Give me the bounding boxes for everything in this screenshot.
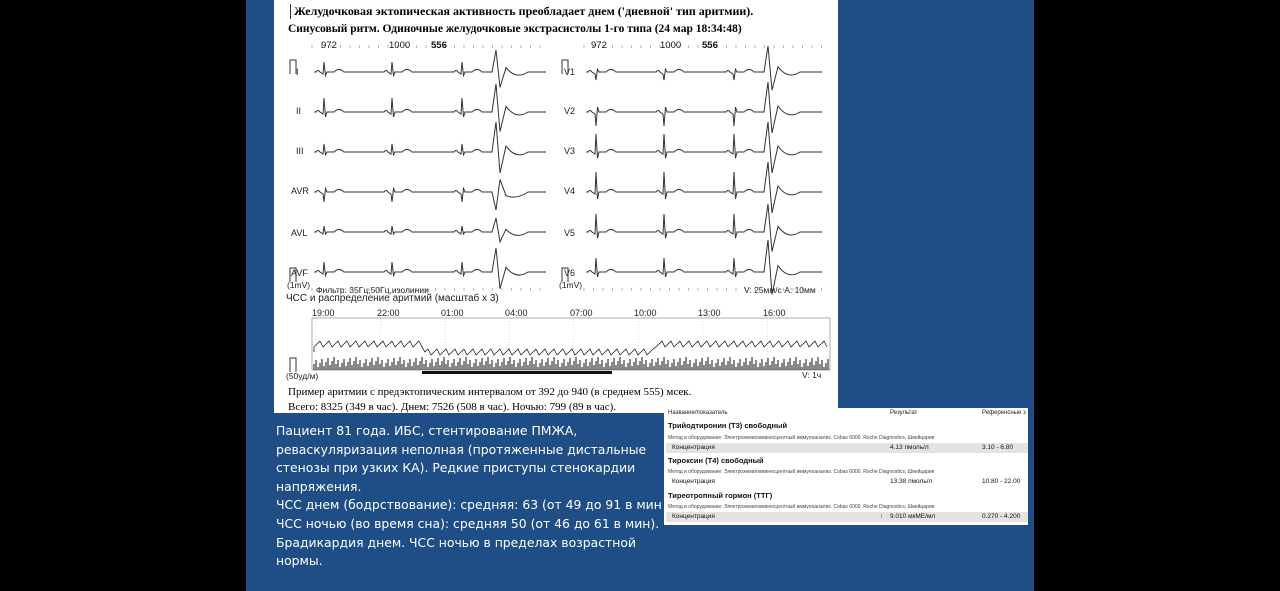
ecg-lead-trace [586, 122, 822, 173]
lab-value: 9.010 мкМЕ/мл [890, 513, 936, 520]
ecg-lead-trace [586, 82, 822, 133]
rr-interval-label: 1000 [389, 40, 411, 51]
lead-label: AVR [291, 186, 309, 196]
trend-time-label: 22:00 [377, 308, 400, 318]
lab-header-result: Результат [890, 410, 918, 416]
patient-line: ЧСС днем (бодрствование): средняя: 63 (от 49 до 91 в мин [276, 497, 662, 513]
ecg-lead-trace [586, 162, 822, 213]
calibration-pulse [290, 358, 296, 372]
patient-line: стенозы при узких КА). Редкие приступы стенокардии [276, 460, 636, 476]
ecg-lead-trace [314, 179, 546, 210]
heart-rate-trend [314, 341, 827, 355]
lab-test-title: Тиреотропный гормон (ТТГ) [668, 491, 773, 500]
lab-result-row [666, 477, 1028, 487]
arrhythmia-totals-text: Всего: 8325 (349 в час). Днем: 7526 (508 в час). Ночью: 799 (89 в час). [288, 401, 617, 413]
patient-line: реваскуляризация неполная (протяженные дистальные [276, 441, 647, 457]
lab-header-reference: Референсные з [982, 410, 1026, 416]
lab-value: 13.38 пмоль/л [890, 478, 933, 485]
patient-line: Брадикардия днем. ЧСС ночью в пределах возрастной [276, 534, 636, 550]
ecg-lead-trace [314, 218, 546, 242]
lab-header-name: Название/показатель [668, 410, 728, 416]
patient-line: Пациент 81 года. ИБС, стентирование ПМЖА, [276, 423, 578, 438]
ecg-lead-trace [314, 122, 546, 173]
patient-line: напряжения. [276, 478, 362, 494]
lab-result-row [666, 443, 1028, 453]
rr-interval-label: 556 [431, 40, 447, 51]
speed-label: V: 25мм/с А: 10мм [744, 285, 816, 295]
ecg-lead-trace [586, 204, 822, 252]
lab-param: Концентрация [672, 478, 715, 485]
trend-time-label: 01:00 [441, 308, 464, 318]
ecg-lead-trace [586, 46, 822, 90]
sleep-period-bar [422, 371, 612, 374]
lab-reference: 0.270 - 4.200 [982, 513, 1021, 520]
lab-reference: 10.80 - 22.00 [982, 478, 1021, 485]
lab-param: Концентрация [672, 444, 715, 451]
trend-time-label: 19:00 [312, 308, 335, 318]
lab-test-method: Метод и оборудование: Электрохемилюминесцентный иммуноанализ. Cobas 6000. Roche Diagnostics, Швейцария [668, 435, 935, 441]
trend-time-label: 04:00 [505, 308, 528, 318]
lead-label: V4 [564, 186, 576, 196]
patient-line: ЧСС ночью (во время сна): средняя 50 (от 46 до 61 в мин). [276, 515, 660, 531]
arrhythmia-example-text: Пример аритмии с предэктопическим интервалом от 392 до 940 (в среднем 555) мсек. [288, 386, 692, 398]
rr-interval-label: 556 [702, 40, 718, 51]
trend-title: ЧСС и распределение аритмий (масштаб х 3) [286, 293, 499, 304]
scale-label: (1mV) [287, 280, 311, 290]
rr-interval-label: 972 [591, 40, 607, 51]
lab-results [664, 408, 1028, 525]
trend-time-label: 10:00 [634, 308, 657, 318]
lab-value: 4.13 пмоль/л [890, 444, 929, 451]
trend-time-label: 07:00 [570, 308, 593, 318]
lead-label: V5 [564, 228, 576, 238]
ecg-report [274, 0, 838, 413]
lab-reference: 3.10 - 6.80 [982, 444, 1014, 451]
filter-label: Фильтр: 35Гц,50Гц,изолинии [316, 285, 429, 295]
patient-line: нормы. [276, 553, 323, 569]
lead-label: I [296, 67, 299, 77]
lab-test-method: Метод и оборудование: Электрохемилюминесцентный иммуноанализ. Cobas 6000. Roche Diagnostics, Швейцария [668, 469, 935, 475]
ecg-title: Желудочковая эктопическая активность преобладает днем ('дневной' тип аритмии). [290, 4, 834, 19]
lead-label: V2 [564, 106, 576, 116]
lab-test-title: Тироксин (Т4) свободный [668, 456, 764, 465]
lead-label: AVF [291, 268, 308, 278]
trend-time-label: 16:00 [763, 308, 786, 318]
lab-flag: ↑ [880, 513, 884, 520]
lead-label: II [296, 106, 302, 116]
lab-param: Концентрация [672, 513, 715, 520]
lead-label: AVL [291, 228, 308, 238]
lead-label: V6 [564, 268, 576, 278]
lead-label: V1 [564, 67, 576, 77]
ecg-lead-trace [314, 84, 546, 132]
trend-speed-label: V: 1ч [802, 370, 822, 380]
ecg-lead-trace [314, 248, 546, 289]
lab-test-method: Метод и оборудование: Электрохемилюминесцентный иммуноанализ. Cobas 6000. Roche Diagnostics, Швейцария [668, 504, 935, 510]
lab-result-row [666, 512, 1028, 522]
patient-description [276, 422, 668, 571]
ecg-lead-trace [314, 50, 546, 87]
ecg-subtitle: Синусовый ритм. Одиночные желудочковые экстрасистолы 1-го типа (24 мар 18:34:48) [288, 23, 742, 35]
lead-label: III [296, 146, 304, 156]
lab-test-title: Трийодтиронин (Т3) свободный [668, 421, 788, 430]
scale-label: (1mV) [559, 280, 583, 290]
lead-label: V3 [564, 146, 576, 156]
ecg-traces [274, 0, 838, 413]
trend-scale-label: (50уд/м) [286, 371, 319, 381]
trend-time-label: 13:00 [698, 308, 721, 318]
rr-interval-label: 972 [321, 40, 337, 51]
rr-interval-label: 1000 [660, 40, 682, 51]
